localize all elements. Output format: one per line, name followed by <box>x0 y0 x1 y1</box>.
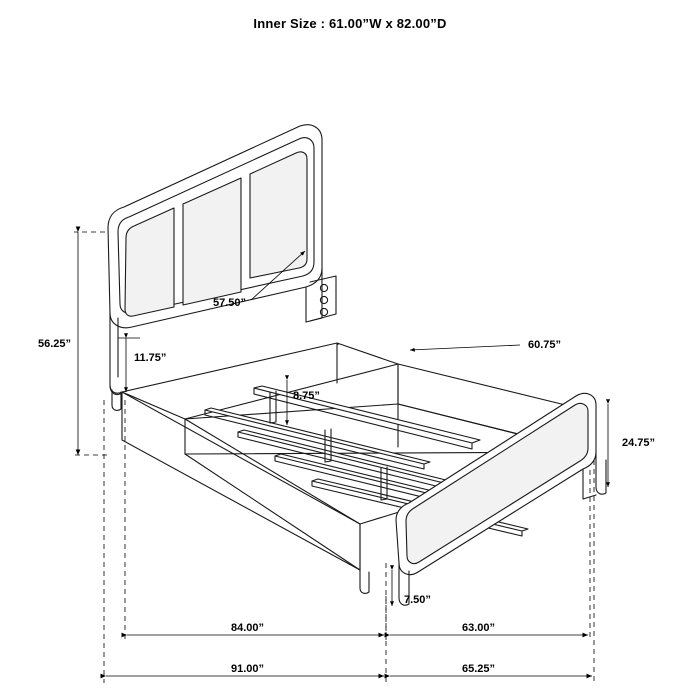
dim-headboard-clearance: 11.75” <box>134 352 167 364</box>
page-title: Inner Size : 61.00”W x 82.00”D <box>253 16 447 31</box>
dim-rail-clearance: 7.50” <box>404 594 431 606</box>
dim-overall-width: 60.75” <box>528 339 562 351</box>
dim-inner-length-left: 84.00” <box>231 622 265 634</box>
dim-overall-length-right: 65.25” <box>462 663 496 675</box>
dim-overall-height: 56.25” <box>38 338 72 350</box>
dim-headboard-height: 57.50” <box>213 297 247 309</box>
dim-overall-length-left: 91.00” <box>231 663 265 675</box>
dim-slat-height: 8.75” <box>293 390 320 402</box>
dim-footboard-height: 24.75” <box>622 437 656 449</box>
dim-inner-length-right: 63.00” <box>462 622 496 634</box>
